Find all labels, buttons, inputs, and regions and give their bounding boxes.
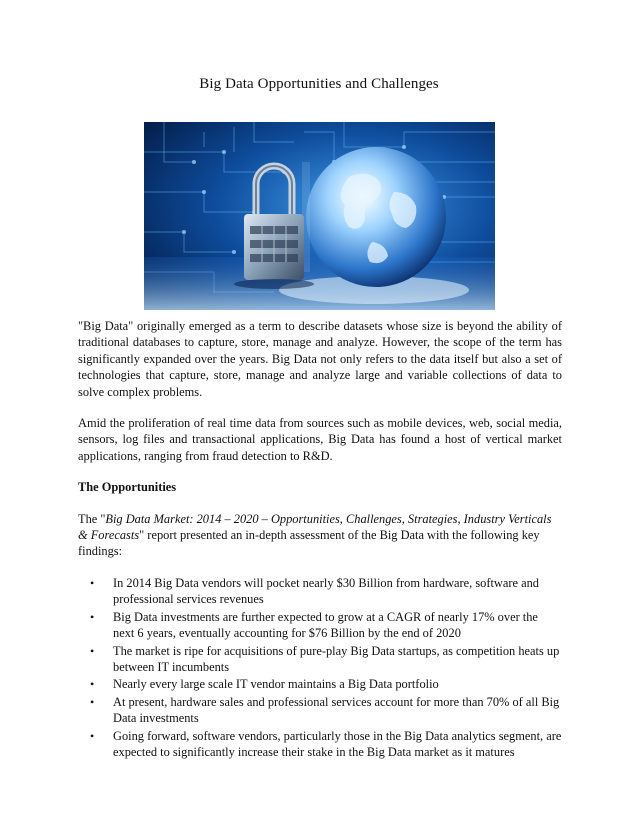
- circuit-padlock-globe-illustration: [144, 122, 495, 310]
- list-item: [78, 676, 562, 692]
- finding-text: Going forward, software vendors, particularly those in the Big Data analytics segment, are expected to significantly increase their stake in the Big Data market as it matures: [113, 728, 562, 759]
- context-paragraph: Amid the proliferation of real time data from sources such as mobile devices, web, social media, sensors, log files and transactional applications, Big Data has found a host of vertical market applications, ranging from fraud detection to R&D.: [78, 416, 562, 463]
- intro-paragraph: "Big Data" originally emerged as a term to describe datasets whose size is beyond the ability of traditional databases to capture, store, manage and analyze. However, the scope of the term has significantly expanded over the years. Big Data not only refers to the data itself but also a set of technologies that capture, store, manage and analyze large and variable collections of data to solve complex problems.: [78, 319, 562, 399]
- findings-list: [78, 575, 562, 760]
- list-item: [78, 609, 562, 642]
- report-title: Big Data Market: 2014 – 2020 – Opportunities, Challenges, Strategies, Industry Verticals & Forecasts: [78, 511, 552, 543]
- bullet-icon: •: [90, 728, 95, 743]
- section-heading: The Opportunities: [78, 480, 177, 495]
- hero-image: [144, 122, 495, 310]
- bullet-icon: •: [90, 677, 95, 692]
- bullet-icon: •: [90, 609, 95, 624]
- finding-text: The market is ripe for acquisitions of pure-play Big Data startups, as competition heats up between IT incumbents: [113, 643, 560, 674]
- report-intro-suffix: " report presented an in-depth assessment of the Big Data with the following key findings:: [78, 528, 540, 559]
- list-item: [78, 643, 562, 676]
- list-item: [78, 575, 562, 608]
- finding-text: Big Data investments are further expected to grow at a CAGR of nearly 17% over the next 6 years, eventually accounting for $76 Billion by the end of 2020: [113, 609, 538, 641]
- finding-text: Nearly every large scale IT vendor maintains a Big Data portfolio: [113, 677, 439, 692]
- report-intro-paragraph: [78, 511, 562, 560]
- bullet-icon: •: [90, 643, 95, 658]
- finding-text: In 2014 Big Data vendors will pocket nearly $30 Billion from hardware, software and professional services revenues: [113, 575, 539, 607]
- report-intro-prefix: The ": [78, 511, 106, 526]
- list-item: [78, 694, 562, 727]
- bullet-icon: •: [90, 694, 95, 709]
- page-title: Big Data Opportunities and Challenges: [199, 76, 439, 92]
- bullet-icon: •: [90, 575, 95, 590]
- list-item: [78, 728, 562, 761]
- document-body: [78, 318, 562, 761]
- finding-text: At present, hardware sales and professional services account for more than 70% of all Big Data investments: [113, 694, 560, 726]
